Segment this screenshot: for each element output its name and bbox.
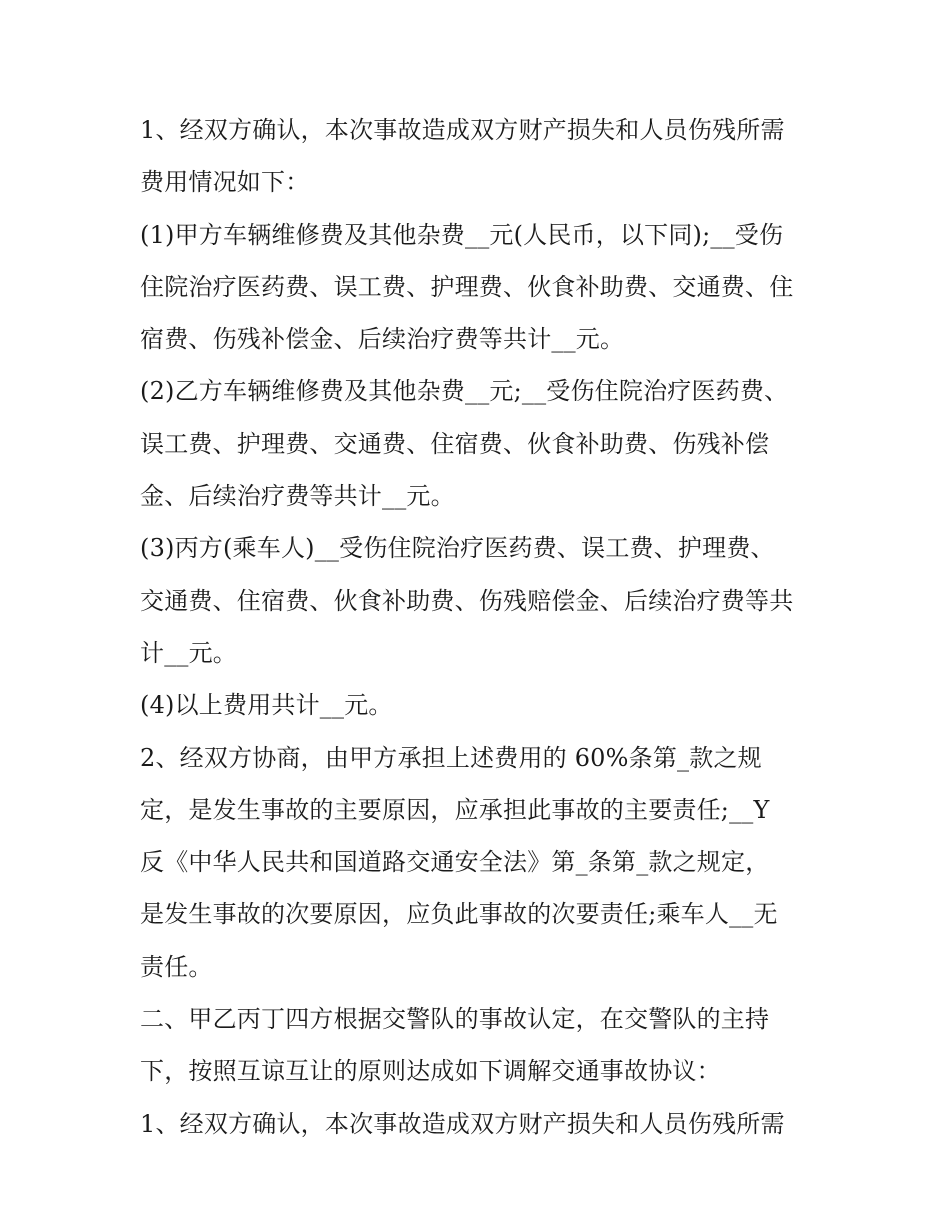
text-line: (1)甲方车辆维修费及其他杂费__元(人民币，以下同);__受伤 [140, 220, 784, 249]
text-line: 计__元。 [140, 638, 237, 667]
text-line: (4)以上费用共计__元。 [140, 691, 393, 720]
text-line: 金、后续治疗费等共计__元。 [140, 482, 455, 511]
text-line: 1、经双方确认，本次事故造成双方财产损失和人员伤残所需 [140, 1109, 785, 1138]
text-line: 下，按照互谅互让的原则达成如下调解交通事故协议： [140, 1057, 721, 1086]
text-line: 责任。 [140, 952, 213, 981]
text-line: 宿费、伤残补偿金、后续治疗费等共计__元。 [140, 325, 625, 354]
text-line: 费用情况如下： [140, 168, 310, 197]
text-line: 反《中华人民共和国道路交通安全法》第_条第_款之规定， [140, 848, 770, 877]
document-body [140, 104, 820, 1150]
text-line: 2、经双方协商，由甲方承担上述费用的 60%条第_款之规 [140, 743, 762, 772]
text-line: 二、甲乙丙丁四方根据交警队的事故认定，在交警队的主持 [140, 1005, 770, 1034]
text-line: (3)丙方(乘车人)__受伤住院治疗医药费、误工费、护理费、 [140, 534, 775, 563]
text-line: 1、经双方确认，本次事故造成双方财产损失和人员伤残所需 [140, 116, 785, 144]
text-line: 交通费、住宿费、伙食补助费、伤残赔偿金、后续治疗费等共 [140, 586, 794, 615]
text-line: 是发生事故的次要原因，应负此事故的次要责任;乘车人__无 [140, 900, 778, 929]
text-line: 定，是发生事故的主要原因，应承担此事故的主要责任;__Y [140, 795, 770, 824]
text-line: (2)乙方车辆维修费及其他杂费__元;__受伤住院治疗医药费、 [140, 377, 789, 406]
text-line: 住院治疗医药费、误工费、护理费、伙食补助费、交通费、住 [140, 272, 794, 301]
text-line: 误工费、护理费、交通费、住宿费、伙食补助费、伤残补偿 [140, 429, 770, 458]
